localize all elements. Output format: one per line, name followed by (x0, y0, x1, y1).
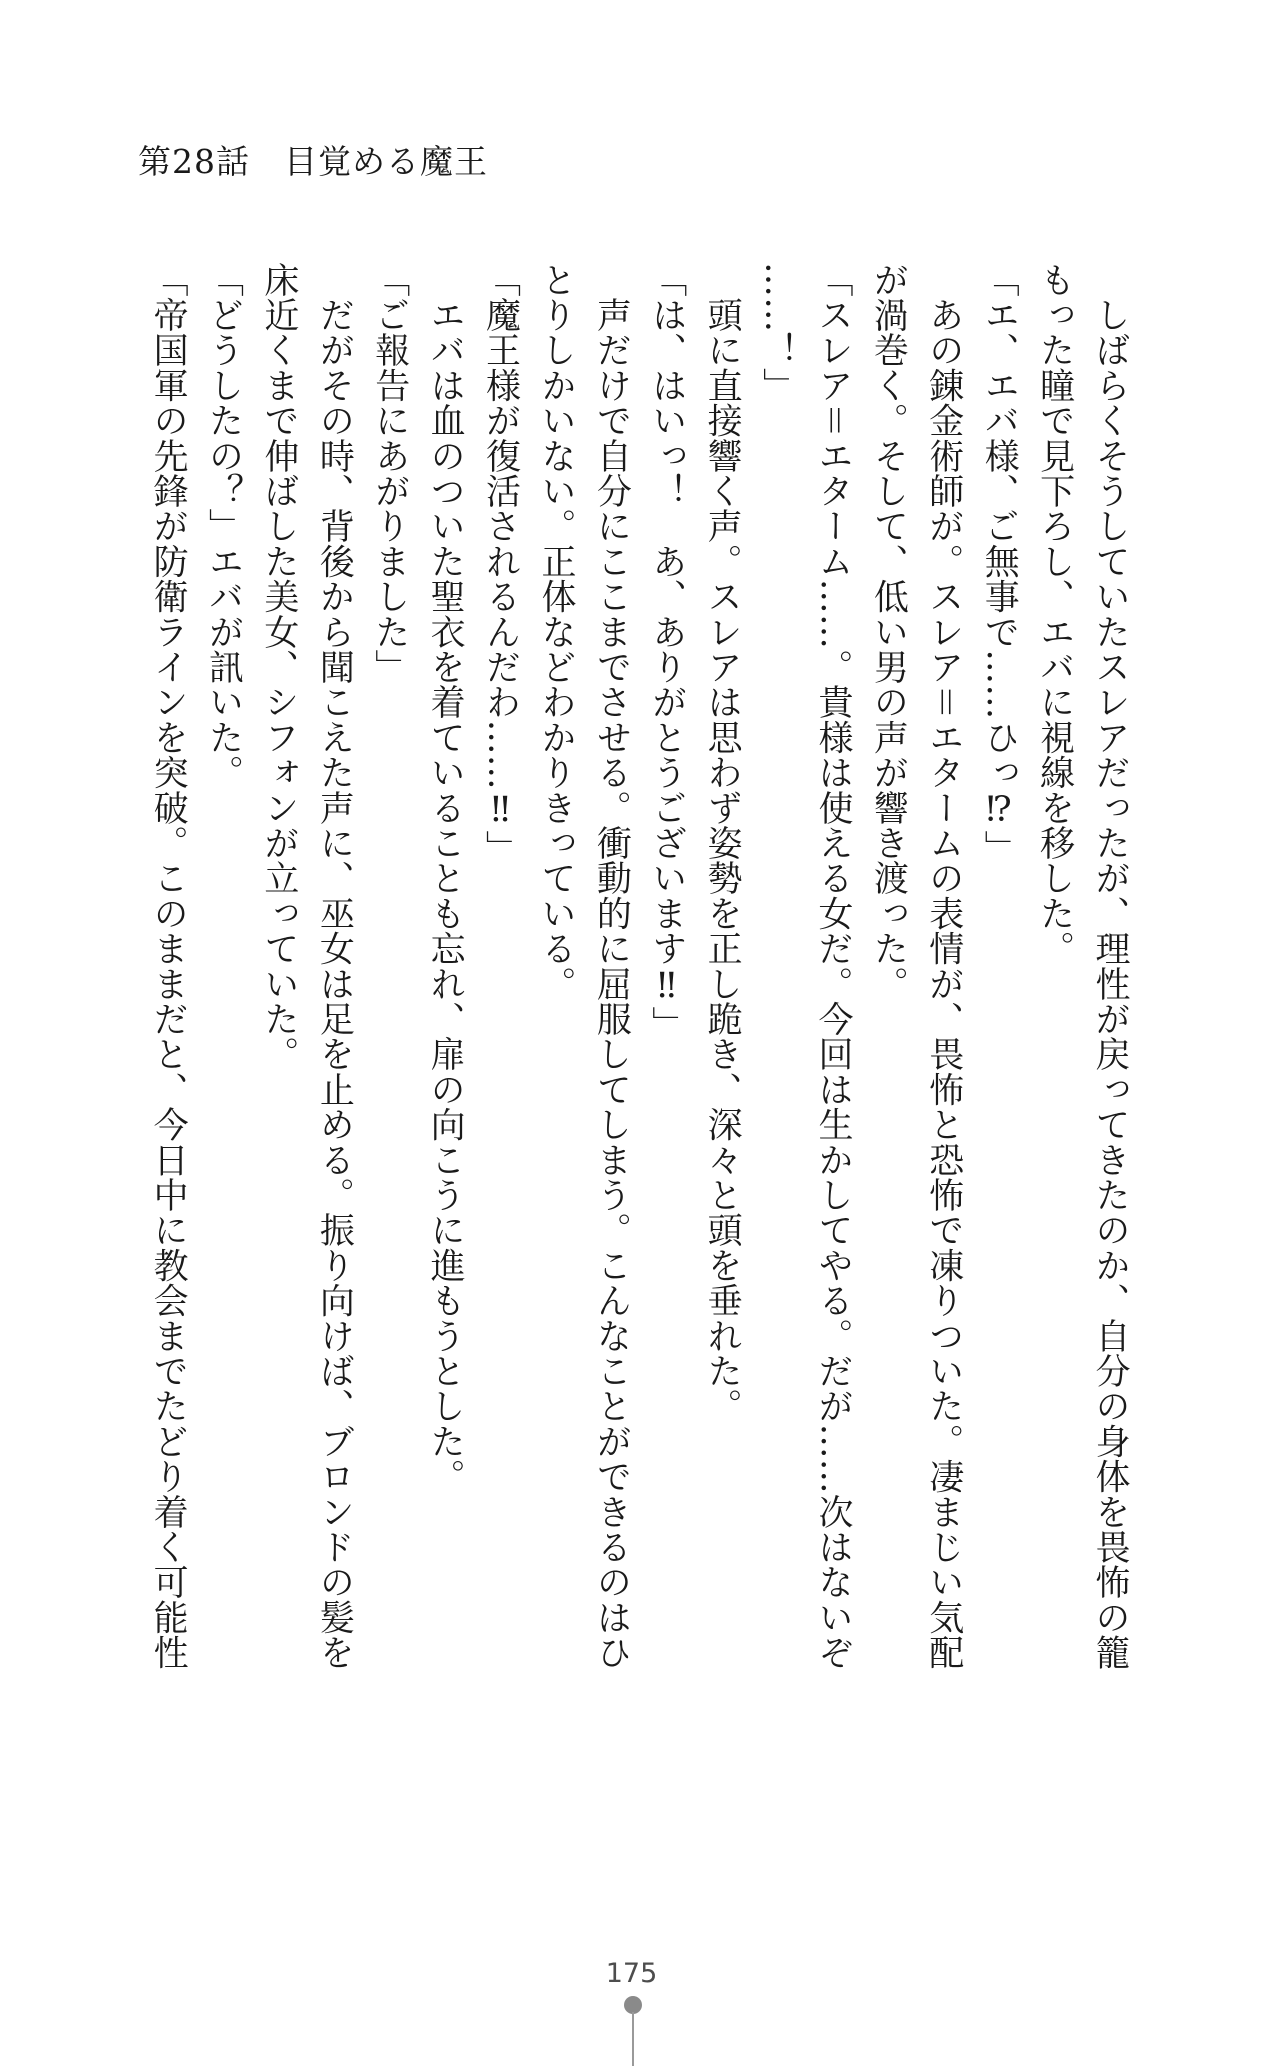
chapter-title: 第28話 目覚める魔王 (138, 142, 488, 181)
text-line: 「帝国軍の先鋒が防衛ラインを突破。このままだと、今日中に教会までたどり着く可能性 (148, 262, 189, 1670)
text-line: 床近くまで伸ばした美女、シフォンが立っていた。 (258, 262, 299, 1072)
text-line: ……！」 (757, 262, 798, 403)
text-line: しばらくそうしていたスレアだったが、理性が戻ってきたのか、自分の身体を畏怖の籠 (1090, 262, 1130, 1670)
text-line: あの錬金術師が。スレア＝エタームの表情が、畏怖と恐怖で凍りついた。凄まじい気配 (923, 262, 964, 1670)
text-line: 「スレア＝エターム……。貴様は使える女だ。今回は生かしてやる。だが……次はないぞ (812, 262, 853, 1670)
text-line: 「は、はいっ！ あ、ありがとうございます‼」 (646, 262, 687, 1042)
text-line: だがその時、背後から聞こえた声に、巫女は足を止める。振り向けば、ブロンドの髪を (314, 262, 355, 1670)
body-text (117, 262, 1137, 1682)
text-line: 「魔王様が復活されるんだわ……‼」 (480, 262, 521, 866)
text-line: 「どうしたの？」エバが訊いた。 (203, 262, 244, 790)
text-line: が渦巻く。そして、低い男の声が響き渡った。 (868, 262, 909, 1002)
text-line: エバは血のついた聖衣を着ていることも忘れ、扉の向こうに進もうとした。 (425, 262, 466, 1494)
marker-line (632, 2012, 634, 2066)
page-number: 175 (605, 1958, 658, 1989)
text-line: もった瞳で見下ろし、エバに視線を移した。 (1034, 262, 1075, 966)
text-line: 「エ、エバ様、ご無事で……ひっ⁉」 (979, 262, 1020, 866)
text-line: 声だけで自分にここまでさせる。衝動的に屈服してしまう。こんなことができるのはひ (591, 262, 632, 1670)
text-line: 「ご報告にあがりました」 (369, 262, 410, 685)
text-line: 頭に直接響く声。スレアは思わず姿勢を正し跪き、深々と頭を垂れた。 (702, 262, 743, 1424)
page-marker (624, 1996, 642, 2066)
text-line: とりしかいない。正体などわかりきっている。 (535, 262, 576, 1002)
